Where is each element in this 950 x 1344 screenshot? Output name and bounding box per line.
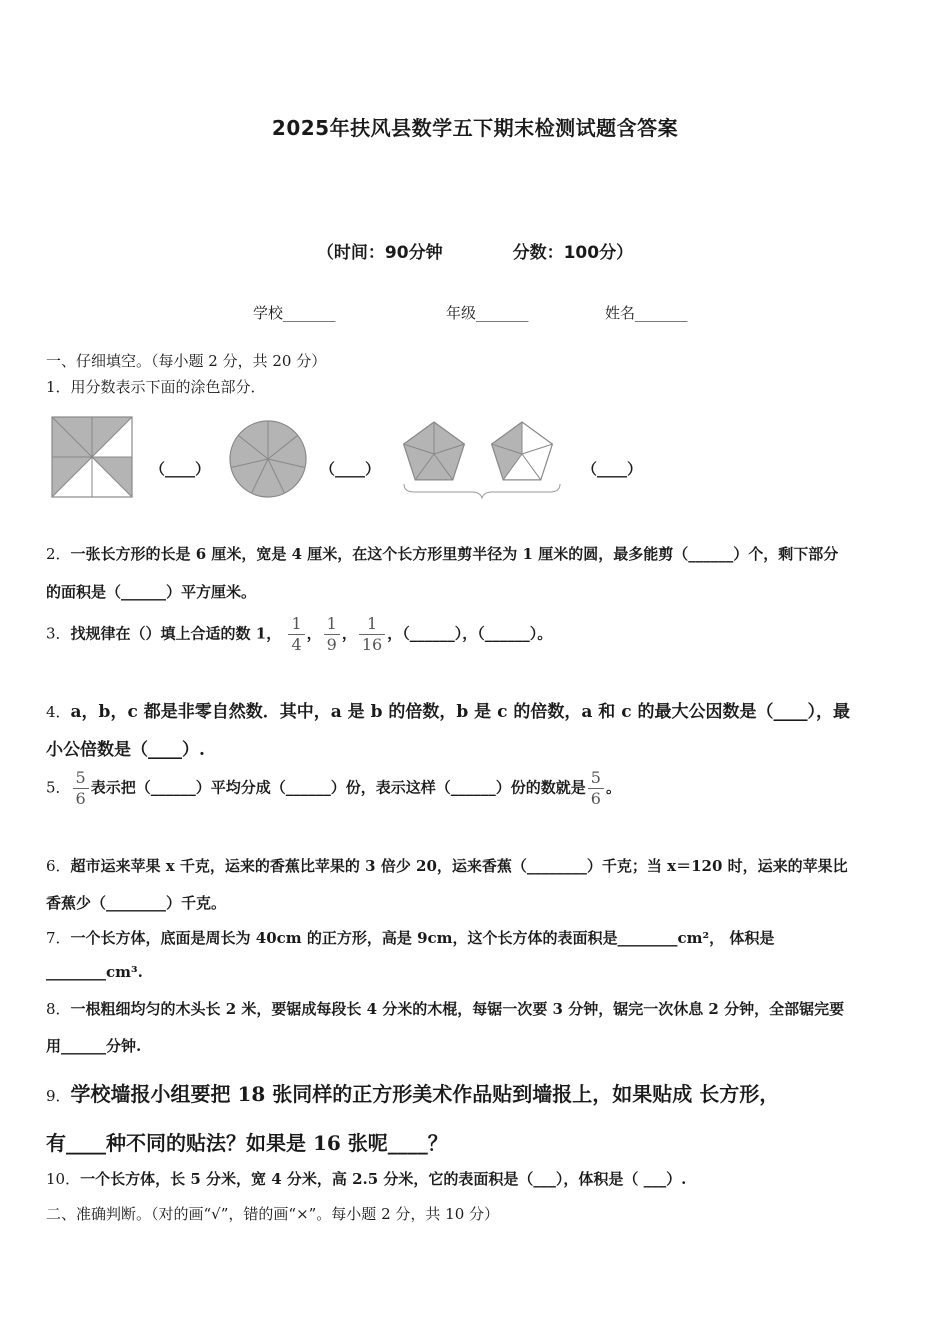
q3-text: 找规律在（）填上合适的数 1， [70,624,282,643]
q8-line-1: 一根粗细均匀的木头长 2 米，要锯成每段长 4 分米的木棍，每锯一次要 3 分钟，锯完一次休息 2 分钟，全部锯完要 [70,1000,845,1018]
q7-line-1: 一个长方体，底面是周长为 40cm 的正方形，高是 9cm，这个长方体的表面积是________cm²， 体积是 [70,929,775,947]
exam-time: （时间：90分钟 [316,243,443,263]
page-title: 2025年扶风县数学五下期末检测试题含答案 [271,116,679,140]
q4-number: 4． [46,703,71,721]
question-5 [46,768,621,809]
q10-text: 一个长方体，长 5 分米，宽 4 分米，高 2.5 分米，它的表面积是（___），体积是（ ___）. [80,1170,687,1188]
q2-line-2: 的面积是（______）平方厘米。 [46,583,257,601]
shaded-pentagons-figure [400,410,565,500]
q4-line-1: a，b，c 都是非零自然数．其中，a 是 b 的倍数，b 是 c 的倍数，a 和 c 的最大公因数是（____），最 [70,702,850,722]
q9-number: 9． [46,1087,71,1105]
q9-line-2: 有____种不同的贴法？如果是 16 张呢____？ [46,1131,448,1155]
question-7 [46,927,774,948]
question-1 [46,376,266,397]
q8-line-2: 用______分钟. [46,1037,142,1055]
q10-number: 10． [46,1170,81,1188]
q7-line-2: ________cm³. [46,963,143,981]
q5-text: 表示把（______）平均分成（______）份，表示这样（______）份的数就是 [90,778,586,797]
question-4 [46,697,850,722]
q5-fraction-2: $\frac{5}{6}$ [588,768,604,809]
question-6 [46,855,848,876]
q8-number: 8． [46,1000,71,1018]
school-field[interactable]: 学校_______ [253,304,336,322]
q3-tail: ，（______），（______）。 [387,624,553,643]
question-3: 3．找规律在（）填上合适的数 1， $\frac{1}{4}$ ， $\frac{1}{9}$ ， $\frac{1}{16}$ ，（______），（______）。 [46,614,553,654]
q2-number: 2． [46,545,71,563]
q1-answer-blank-2[interactable]: （____） [320,460,381,478]
q3-fraction-3: $\frac{1}{16}$ [359,614,385,655]
q3-fraction-2: $\frac{1}{9}$ [324,614,340,655]
q1-number: 1． [46,378,71,396]
q5-number: 5． [46,778,71,797]
question-8 [46,998,844,1019]
q6-line-1: 超市运来苹果 x 千克，运来的香蕉比苹果的 3 倍少 20，运来香蕉（________）千克；当 x＝120 时，运来的苹果比 [70,857,848,875]
question-9 [46,1078,779,1107]
q1-text: 用分数表示下面的涂色部分． [70,378,266,396]
q7-number: 7． [46,929,71,947]
q1-answer-blank-3[interactable]: （____） [582,460,643,478]
q3-fraction-1: $\frac{1}{4}$ [288,614,304,655]
section-1-heading: 一、仔细填空。（每小题 2 分，共 20 分） [46,352,327,370]
q6-line-2: 香蕉少（________）千克。 [46,894,227,912]
question-2 [46,543,838,564]
q9-line-1: 学校墙报小组要把 18 张同样的正方形美术作品贴到墙报上，如果贴成 长方形， [70,1082,780,1106]
name-field[interactable]: 姓名_______ [605,304,688,322]
shaded-circle-figure [228,419,308,499]
exam-score: 分数：100分） [512,243,634,263]
section-2-heading: 二、准确判断。（对的画“√”，错的画“×”。每小题 2 分，共 10 分） [46,1205,500,1223]
q5-fraction-1: $\frac{5}{6}$ [73,768,89,809]
q5-end: 。 [605,778,621,797]
q2-line-1: 一张长方形的长是 6 厘米，宽是 4 厘米，在这个长方形里剪半径为 1 厘米的圆，最多能剪（______）个，剩下部分 [70,545,839,563]
grade-field[interactable]: 年级_______ [446,304,529,322]
exam-meta [0,238,950,263]
q4-line-2: 小公倍数是（____）. [46,740,205,760]
question-10 [46,1168,686,1189]
q3-number: 3． [46,624,71,643]
q6-number: 6． [46,857,71,875]
q1-answer-blank-1[interactable]: （____） [150,460,211,478]
shaded-square-figure [52,417,132,497]
